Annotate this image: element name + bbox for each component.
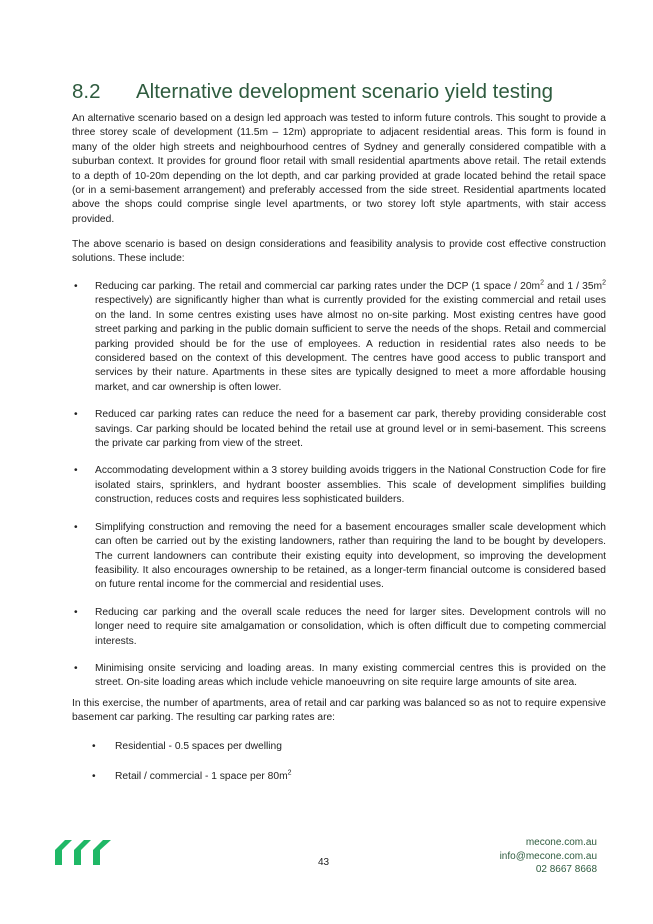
section-title: Alternative development scenario yield testing [136,80,554,103]
page-number: 43 [318,857,330,868]
list-item: • Retail / commercial - 1 space per $80m^2$ [92,770,492,784]
website-link[interactable]: mecone.com.au [525,837,597,848]
list-item: • Reducing car parking. The retail and commercial car parking rates under the DCP (1 space / $20m^2$ and $1 / 35m^2$ respectively) are significantly higher than what is currently provided for the existing commercial and retail uses on the land. In some centres existing uses have almost no on-site parking. Most existing centres have good street parking and parking in the public domain sufficient to serve the needs of the shops. Retail and commercial parking provided should be for the use of employees. A reduction in residential rates also needs to be considered based on the context of this development. The centres have good access to public transport and services by their nature. Apartments in these sites are typically designed to meet a more affordable housing market, and car ownership is often lower. [74,279,606,393]
scenario-paragraph: The above scenario is based on design considerations and feasibility analysis to provide cost effective construction solutions. These include: [72,239,606,265]
list-item: • Residential - 0.5 spaces per dwelling [92,740,492,754]
email-link[interactable]: info@mecone.com.au [499,850,597,862]
section-number: 8.2 [72,80,101,103]
bullet-marker: • [74,465,78,477]
bullet-marker: • [74,662,78,674]
logo-stroke [93,840,111,865]
logo-stroke [55,840,72,865]
considerations-list [72,280,606,704]
intro-paragraph: An alternative scenario based on a design led approach was tested to inform future controls. This sought to provide a three storey scale of development (11.5m – 12m) appropriate to adjacent residential areas. This form is found in many of the older high streets and neighbourhood centres of Sydney and generally considered compatible with a suburban context. It provides for ground floor retail with small residential apartments above retail. The retail extends to a depth of 10-20m depending on the lot depth, and car parking provided at grade located behind the retail space (or in a semi-basement arrangement) and preferably accessed from the side street. Residential apartments located above the shops could comprise single level apartments, or two storey loft style apartments, with stair access provided. [72,113,606,225]
contact-block [500,836,597,877]
mecone-logo [55,838,113,866]
list-item: • Reduced car parking rates can reduce the need for a basement car park, thereby providing considerable cost savings. Car parking should be located behind the retail use at ground level or in semi-basement. This screens the private car parking from view of the street. [74,409,606,450]
bullet-marker: • [74,409,78,421]
logo-stroke [74,840,91,865]
list-item: • Minimising onsite servicing and loading areas. In many existing commercial centres this is provided on the street. On-site loading areas which include vehicle manoeuvring on site require large amounts of site area. [74,662,606,689]
section-heading [72,80,553,104]
list-item: • Simplifying construction and removing the need for a basement encourages smaller scale development which can often be carried out by the existing landowners, rather than requiring the land to be bought by developers. The current landowners can contribute their existing equity into development, so improving the development feasibility. It also encourages ownership to be retained, as a longer-term financial outcome is considered based on future rental income for the commercial and residential uses. [74,521,606,591]
list-item: • Accommodating development within a 3 storey building avoids triggers in the National Construction Code for fire isolated stairs, sprinklers, and hydrant booster assemblies. This scale of development simplifies building construction, reduces costs and requires less sophisticated builders. [74,465,606,506]
exercise-paragraph: In this exercise, the number of apartments, area of retail and car parking was balanced so as not to require expensive basement car parking. The resulting car parking rates are: [72,698,606,724]
parking-rates-list [92,740,492,801]
bullet-marker: • [74,606,78,618]
bullet-marker: • [92,741,96,752]
bullet-marker: • [92,771,96,783]
list-item: • Reducing car parking and the overall scale reduces the need for larger sites. Development controls will no longer need to require site amalgamation or consolidation, which is often difficult due to competing commercial interests. [74,606,606,647]
bullet-marker: • [74,281,78,292]
bullet-marker: • [74,521,78,533]
phone-number: 02 8667 8668 [535,864,597,875]
